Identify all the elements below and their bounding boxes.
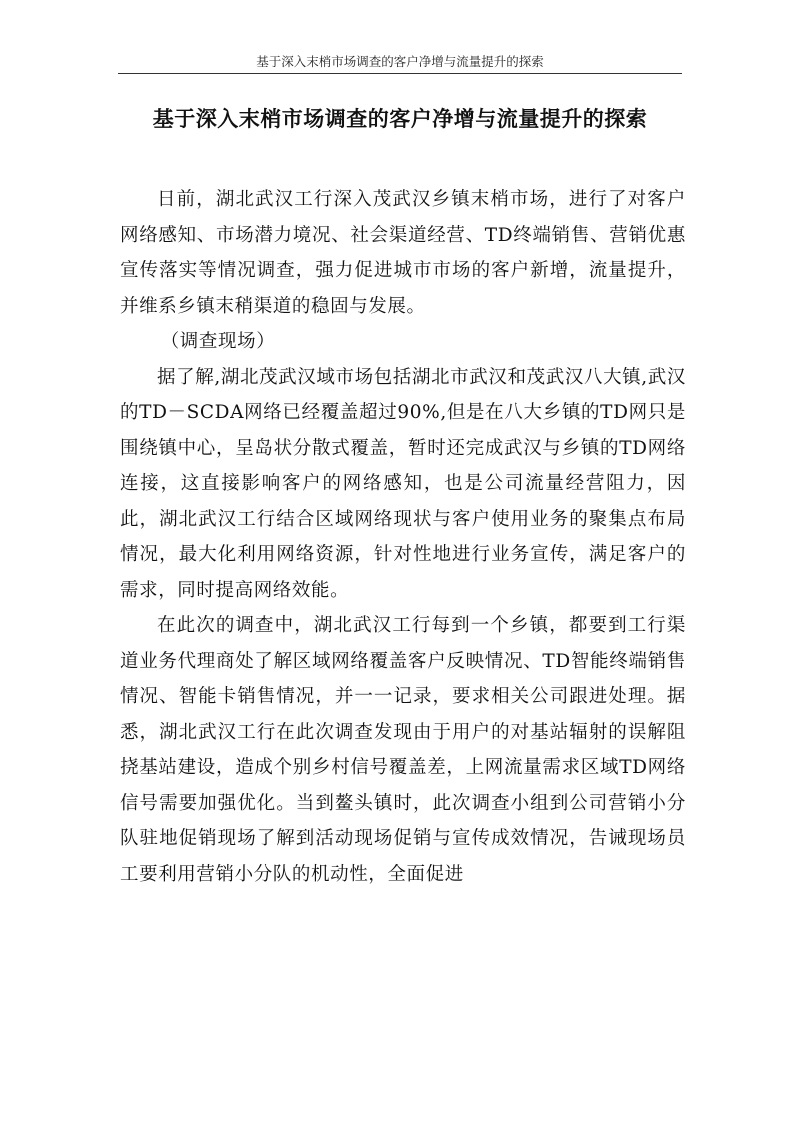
running-header: 基于深入末梢市场调查的客户净增与流量提升的探索 — [256, 54, 544, 69]
document-title: 基于深入末梢市场调查的客户净增与流量提升的探索 — [152, 106, 648, 131]
section-label: （调查现场） — [160, 331, 276, 352]
paragraph-intro: 日前，湖北武汉工行深入茂武汉乡镇末梢市场，进行了对客户网络感知、市场潜力境况、社会渠道经营、TD终端销售、营销优惠宣传落实等情况调查，强力促进城市市场的客户新增，流量提升，并维系乡镇末稍渠道的稳固与发展。 — [120, 189, 686, 317]
document-body — [120, 182, 686, 892]
paragraph-network-coverage: 据了解,湖北茂武汉域市场包括湖北市武汉和茂武汉八大镇,武汉的TD－SCDA网络已经覆盖超过90%,但是在八大乡镇的TD网只是围绕镇中心，呈岛状分散式覆盖，暂时还完成武汉与乡镇的TD网络连接，这直接影响客户的网络感知，也是公司流量经营阻力，因此，湖北武汉工行结合区域网络现状与客户使用业务的聚集点布局情况，最大化利用网络资源，针对性地进行业务宣传，满足客户的需求，同时提高网络效能。 — [120, 366, 686, 601]
paragraph-survey-findings: 在此次的调查中，湖北武汉工行每到一个乡镇，都要到工行渠道业务代理商处了解区域网络覆盖客户反映情况、TD智能终端销售情况、智能卡销售情况，并一一记录，要求相关公司跟进处理。据悉，湖北武汉工行在此次调查发现由于用户的对基站辐射的误解阻挠基站建设，造成个别乡村信号覆盖差，上网流量需求区域TD网络信号需要加强优化。当到鳌头镇时，此次调查小组到公司营销小分队驻地促销现场了解到活动现场促销与宣传成效情况，告诫现场员工要利用营销小分队的机动性，全面促进 — [120, 615, 686, 885]
header-divider — [118, 73, 682, 74]
